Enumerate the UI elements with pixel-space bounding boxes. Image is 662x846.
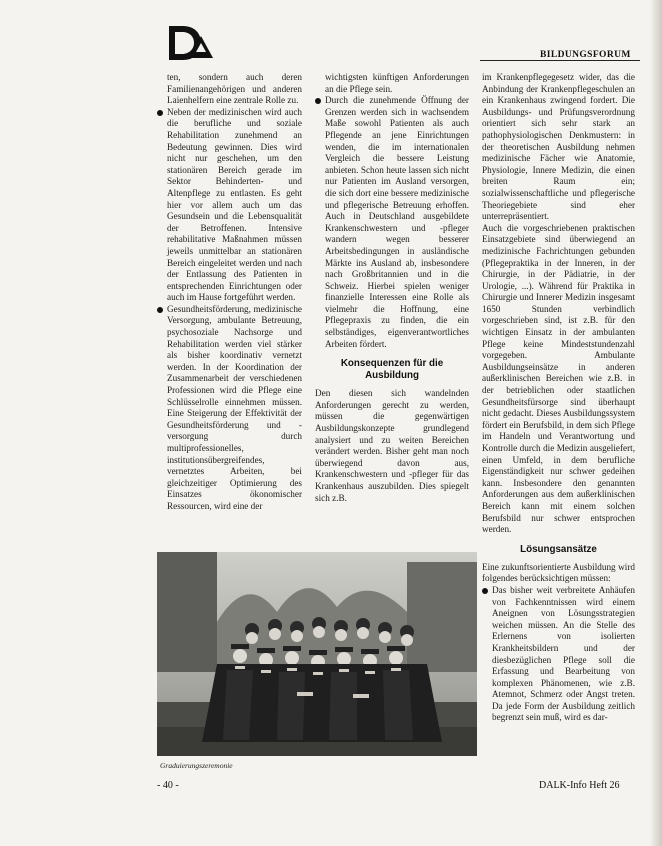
bullet-icon xyxy=(482,588,488,594)
paragraph: Den diesen sich wandelnden Anforderungen gerecht zu werden, müssen die gegenwärtigen Ausbildungskonzepte grundlegend analysiert und zu weiten Bereichen verändert werden. Bisher geht man noch überwiegend davon aus, Krankenschwestern und -pfleger für das Krankenhaus auszubilden. Dies spiegelt sich z.B. xyxy=(315,388,469,503)
page-edge-shadow xyxy=(650,0,662,846)
list-item xyxy=(315,95,469,350)
paragraph: im Krankenpflegegesetz wider, das die Anbindung der Krankenpflegeschulen an ein Krankenhaus zwingend fordert. Die Ausbildungs- und Prüfungsverordnung orientiert sich sehr stark an pathophysiologischen Denkmustern: in der theoretischen Ausbildung nehmen medizinische Fächer wie Anatomie, Physiologie, Innere Medizin, die einen breiten Raum ein; sozialwissenschaftliche und pflegerische Theoriegebiete sind eher unterrepräsentiert. xyxy=(482,72,635,222)
text-column-1 xyxy=(157,72,302,550)
photo-caption: Graduierungszeremonie xyxy=(160,761,233,770)
bullet-list xyxy=(315,95,469,350)
bullet-icon xyxy=(157,307,163,313)
list-item xyxy=(157,107,302,304)
subheading: Konsequenzen für die Ausbildung xyxy=(340,358,444,382)
paragraph: Auch die vorgeschriebenen praktischen Einsatzgebiete sind überwiegend an medizinische Fachrichtungen gebunden (Pflegepraktika in der Inneren, in der Chirurgie, in der Pädiatrie, in der Urologie, ...). Während für Praktika in Chirurgie und Innerer Medizin insgesamt 1650 Stunden verbindlich vorgeschrieben sind, ist z.B. für den wichtigen Einsatz in der ambulanten Pflege keine Mindeststundenzahl vorgegeben. Ambulante Ausbildungseinsätze in anderen außerklinischen Bereichen wie z.B. in der betrieblichen oder staatlichen Gesundheitsfürsorge sind überhaupt nicht gedacht. Dieses Ausbildungssystem fördert ein Berufsbild, in dem sich Pflege im Handeln und Verantwortung und Kontrolle durch die Medizin ausgeliefert, einen Umfeld, in dem berufliche Eigenständigkeit nur schwer gedeihen kann. Insbesondere den genannten Anforderungen aus dem außerklinischen Bereich kann mit einem solchen Berufsbild nur schwer entsprochen werden. xyxy=(482,222,635,535)
page-number: - 40 - xyxy=(157,780,179,791)
bullet-icon xyxy=(315,98,321,104)
list-item-text: Durch die zunehmende Öffnung der Grenzen werden sich in wachsendem Maße sowohl Patienten als auch Pflegende an jene Einrichtungen wenden, die im internationalen Vergleich die bessere Leistung anbieten. Schon heute lassen sich nicht nur Patienten im Ausland versorgen, die sich dort eine bessere medizinische und pflegerische Betreuung erhoffen. Auch in Deutschland ausgebildete Krankenschwestern und -pfleger wandern wegen besserer Arbeitsbedingungen in ausländische Märkte ins Ausland ab, insbesondere nach Großbritannien und in die Schweiz. Hierbei spielen weniger finanzielle Interessen eine Rolle als vielmehr die Hoffnung, eine Pflegepraxis zu finden, die ein selbständiges, eigenverantwortliches Arbeiten fördert. xyxy=(325,95,469,349)
list-item xyxy=(157,304,302,513)
list-item-text: Das bisher weit verbreitete Anhäufen von Fachkenntnissen wird einem Aneignen von Lösungsstrategien weichen müssen. An die Stelle des Erlernens von isolierten Krankheitsbildern und der diesbezüglichen Pflege soll die Erfassung und Bearbeitung von komplexen Phänomenen, wie z.B. Atemnot, Schmerz oder Angst treten. Da jede Form der Ausbildung zeitlich begrenzt sein muß, wird es dar- xyxy=(492,584,635,723)
issue-label: DALK-Info Heft 26 xyxy=(539,780,620,791)
text-column-2 xyxy=(315,72,469,560)
subheading: Lösungsansätze xyxy=(520,543,597,555)
paragraph: Eine zukunftsorientierte Ausbildung wird folgendes berücksichtigen müssen: xyxy=(482,561,635,584)
graduation-photo xyxy=(157,552,477,756)
section-label: BILDUNGSFORUM xyxy=(540,50,631,60)
list-item xyxy=(482,585,635,724)
paragraph: wichtigsten künftigen Anforderungen an die Pflege sein. xyxy=(325,72,469,94)
bullet-list xyxy=(157,107,302,513)
text-column-3 xyxy=(482,72,635,764)
dalk-logo-icon xyxy=(165,22,217,64)
paragraph: ten, sondern auch deren Familienangehörigen und anderen Laienhelfern eine zentrale Rolle zu. xyxy=(167,72,302,106)
list-item-text: Gesundheitsförderung, medizinische Versorgung, ambulante Betreuung, psychosoziale Nachsorge und Rehabilitation werden viel stärker als bisher koordinativ vernetzt werden. In der Koordination der Zusammenarbeit der verschiedenen Professionen wird die Pflege eine Schlüsselrolle einnehmen müssen. Eine Steigerung der Effektivität der Gesundheitsförderung und -versorgung durch multiprofessionelles, institutionsübergreifendes, vernetztes Arbeiten, bei gleichzeitiger Optimierung des Einsatzes ökonomischer Ressourcen, wird eine der xyxy=(167,303,302,511)
bullet-list xyxy=(482,585,635,724)
bullet-icon xyxy=(157,110,163,116)
list-item-text: Neben der medizinischen wird auch die berufliche und soziale Rehabilitation zunehmend an Bedeutung gewinnen. Dies wird nicht nur geschehen, um den stationären Bereich gerade im Sektor Behinderten- und Altenpflege zu entlasten. Es geht hier vor allem auch um das Gesundsein und die Lebensqualität der Betroffenen. Intensive rehabilitative Maßnahmen müssen jeweils unmittelbar an stationären Bereich eingeleitet werden und nach der Entlassung des Patienten in entsprechenden Einrichtungen oder auch im Hause fortgeführt werden. xyxy=(167,106,302,303)
header-rule xyxy=(480,60,640,61)
